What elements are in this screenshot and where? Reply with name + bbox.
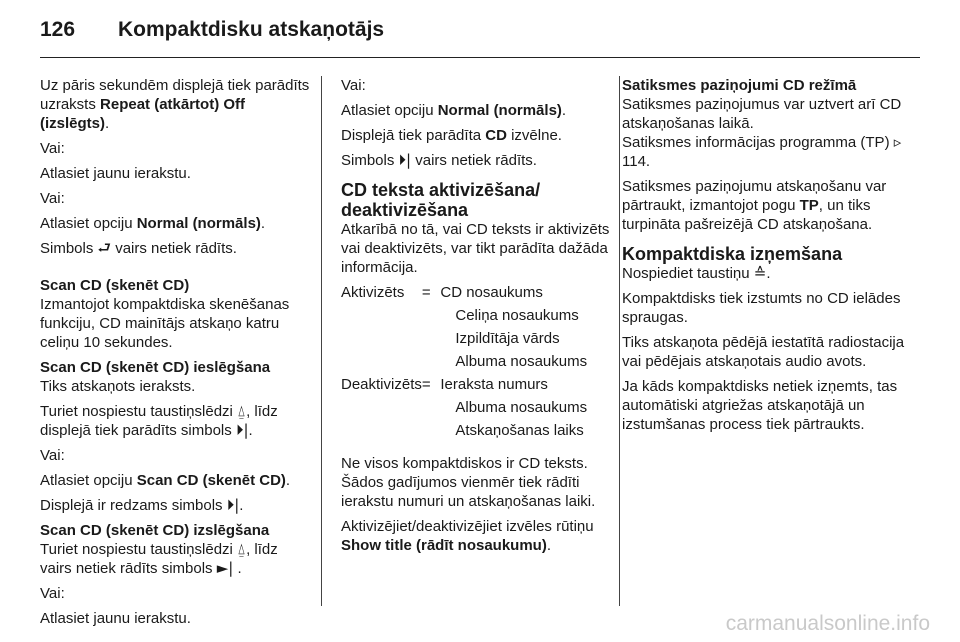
- seek-button-icon: ⍙: [237, 540, 247, 558]
- repeat-icon: ⮐: [97, 239, 112, 257]
- text: , un tiks turpināta pašreizējā CD atskaņošana.: [622, 197, 873, 233]
- text: .: [766, 265, 771, 282]
- paragraph: [341, 126, 611, 145]
- subheading: Scan CD (skenēt CD) ieslēgšana: [40, 359, 271, 376]
- page-reference-icon: ▹: [893, 133, 902, 151]
- paragraph: Izmantojot kompaktdiska skenēšanas funkciju, CD mainītājs atskaņo katru celiņu 10 sekundes.: [40, 296, 290, 351]
- text: Atlasiet opciju: [341, 102, 438, 119]
- text: Nospiediet taustiņu: [622, 265, 754, 282]
- info-table-cell: [341, 398, 422, 421]
- info-table-cell: Albuma nosaukums: [455, 399, 588, 416]
- text: Simbols: [341, 152, 399, 169]
- subheading: Satiksmes paziņojumi CD režīmā: [622, 77, 857, 94]
- watermark: carmanualsonline.info: [725, 612, 930, 635]
- paragraph: [40, 214, 310, 233]
- ui-label: Repeat (atkārtot) Off (izslēgts): [40, 96, 246, 132]
- column-middle: [341, 76, 611, 561]
- paragraph: Tiks atskaņots ieraksts.: [40, 378, 196, 395]
- text: .: [233, 560, 242, 577]
- scan-icon: ⏵|: [398, 151, 412, 169]
- info-table-cell: [341, 329, 422, 352]
- paragraph: Atlasiet jaunu ierakstu.: [40, 165, 191, 182]
- info-table-cell: [422, 306, 441, 329]
- info-table-row: [341, 375, 611, 398]
- info-table-row: [341, 283, 611, 306]
- text: , līdz vairs netiek rādīts simbols: [40, 541, 278, 577]
- paragraph: [40, 76, 310, 133]
- cd-text-info-table: [341, 283, 611, 444]
- paragraph: [341, 517, 611, 555]
- paragraph: [622, 264, 912, 283]
- text: Satiksmes informācijas programma (TP): [622, 134, 894, 151]
- info-table-row: [341, 421, 611, 444]
- text: Turiet nospiestu taustiņslēdzi: [40, 541, 238, 558]
- text: vairs netiek rādīts.: [111, 240, 237, 257]
- paragraph: [622, 133, 912, 171]
- seek-button-icon: ⍙: [237, 402, 247, 420]
- column-left: [40, 76, 310, 634]
- text: Uz pāris sekundēm displejā tiek parādīts uzraksts: [40, 77, 310, 113]
- ui-label: Normal (normāls): [136, 215, 261, 232]
- paragraph: [622, 177, 912, 234]
- scan-icon: ►|: [216, 559, 234, 577]
- text: , līdz displejā tiek parādīts simbols: [40, 403, 278, 439]
- text: .: [546, 537, 552, 554]
- paragraph: Atlasiet jaunu ierakstu.: [40, 610, 191, 627]
- text: vairs netiek rādīts.: [411, 152, 537, 169]
- text: Simbols: [40, 240, 98, 257]
- column-separator: [321, 76, 322, 606]
- paragraph: Vai:: [341, 77, 366, 94]
- paragraph: [40, 239, 310, 258]
- paragraph: [341, 151, 611, 170]
- info-table-cell: Albuma nosaukums: [455, 353, 588, 370]
- info-table-cell: [422, 421, 441, 444]
- text: izvēlne.: [506, 127, 562, 144]
- ui-label: Show title (rādīt nosaukumu): [341, 537, 547, 554]
- text: 114.: [622, 153, 651, 170]
- text: Displejā tiek parādīta: [341, 127, 486, 144]
- paragraph: [40, 471, 310, 490]
- info-table-cell: =: [421, 376, 431, 393]
- paragraph: [341, 101, 611, 120]
- info-table-row: [341, 398, 611, 421]
- paragraph: Satiksmes paziņojumus var uztvert arī CD atskaņošanas laikā.: [622, 96, 902, 132]
- paragraph: Vai:: [40, 190, 65, 207]
- info-table-cell: CD nosaukums: [440, 284, 543, 301]
- scan-icon: ⏵|: [235, 421, 249, 439]
- text: .: [248, 422, 253, 439]
- paragraph: Vai:: [40, 585, 65, 602]
- info-table-cell: Ieraksta numurs: [440, 376, 548, 393]
- page-title: Kompaktdisku atskaņotājs: [118, 18, 385, 41]
- ui-label: TP: [799, 197, 819, 214]
- text: Satiksmes paziņojumu atskaņošanu var pārtraukt, izmantojot pogu: [622, 178, 887, 214]
- paragraph: Vai:: [40, 140, 65, 157]
- info-table-cell: [422, 329, 441, 352]
- info-table-cell: Celiņa nosaukums: [455, 307, 579, 324]
- text: Turiet nospiestu taustiņslēdzi: [40, 403, 238, 420]
- info-table-row: [341, 306, 611, 329]
- text: .: [105, 115, 110, 132]
- text: .: [260, 215, 266, 232]
- section-heading: CD teksta aktivizēšana/ deaktivizēšana: [341, 180, 541, 220]
- text: Displejā ir redzams simbols: [40, 497, 227, 514]
- info-table-cell: [422, 398, 441, 421]
- info-table-cell: Izpildītāja vārds: [455, 330, 560, 347]
- section-heading: Kompaktdiska izņemšana: [622, 244, 843, 264]
- text: .: [239, 497, 244, 514]
- info-table-cell: Deaktivizēts: [341, 376, 422, 393]
- text: Atlasiet opciju: [40, 472, 137, 489]
- ui-label: Scan CD (skenēt CD): [136, 472, 286, 489]
- info-table-row: [341, 329, 611, 352]
- paragraph: Ne visos kompaktdiskos ir CD teksts. Šādos gadījumos vienmēr tiek rādīti ierakstu numuri un atskaņošanas laiki.: [341, 455, 596, 510]
- text: Atlasiet opciju: [40, 215, 137, 232]
- column-right: [622, 76, 912, 440]
- info-table-cell: =: [421, 284, 431, 301]
- eject-icon: ≙: [753, 264, 767, 282]
- text: .: [285, 472, 291, 489]
- paragraph: [40, 540, 310, 578]
- info-table-cell: Aktivizēts: [341, 284, 405, 301]
- paragraph: Ja kāds kompaktdisks netiek izņemts, tas automātiski atgriežas atskaņotājā un izstumšanas process tiek pārtraukts.: [622, 378, 898, 433]
- scan-icon: ⏵|: [226, 496, 240, 514]
- info-table-cell: [341, 306, 422, 329]
- page-number: 126: [40, 18, 76, 41]
- info-table-cell: [422, 352, 441, 375]
- paragraph: Kompaktdisks tiek izstumts no CD ielādes spraugas.: [622, 290, 901, 326]
- subheading: Scan CD (skenēt CD) izslēgšana: [40, 522, 270, 539]
- text: Aktivizējiet/deaktivizējiet izvēles rūtiņu: [341, 518, 594, 535]
- info-table-row: [341, 352, 611, 375]
- paragraph: [40, 496, 310, 515]
- subheading: Scan CD (skenēt CD): [40, 277, 190, 294]
- info-table-cell: Atskaņošanas laiks: [455, 422, 584, 439]
- paragraph: Tiks atskaņota pēdējā iestatītā radiostacija vai pēdējais atskaņotais audio avots.: [622, 334, 905, 370]
- ui-label: Normal (normāls): [437, 102, 562, 119]
- info-table-cell: [341, 352, 422, 375]
- paragraph: Vai:: [40, 447, 65, 464]
- ui-label: CD: [485, 127, 507, 144]
- column-separator: [619, 76, 620, 606]
- paragraph: [40, 402, 310, 440]
- header-rule: [40, 57, 920, 58]
- info-table-cell: [341, 421, 422, 444]
- text: .: [561, 102, 567, 119]
- paragraph: Atkarībā no tā, vai CD teksts ir aktivizēts vai deaktivizēts, var tikt parādīta dažāda informācija.: [341, 221, 610, 276]
